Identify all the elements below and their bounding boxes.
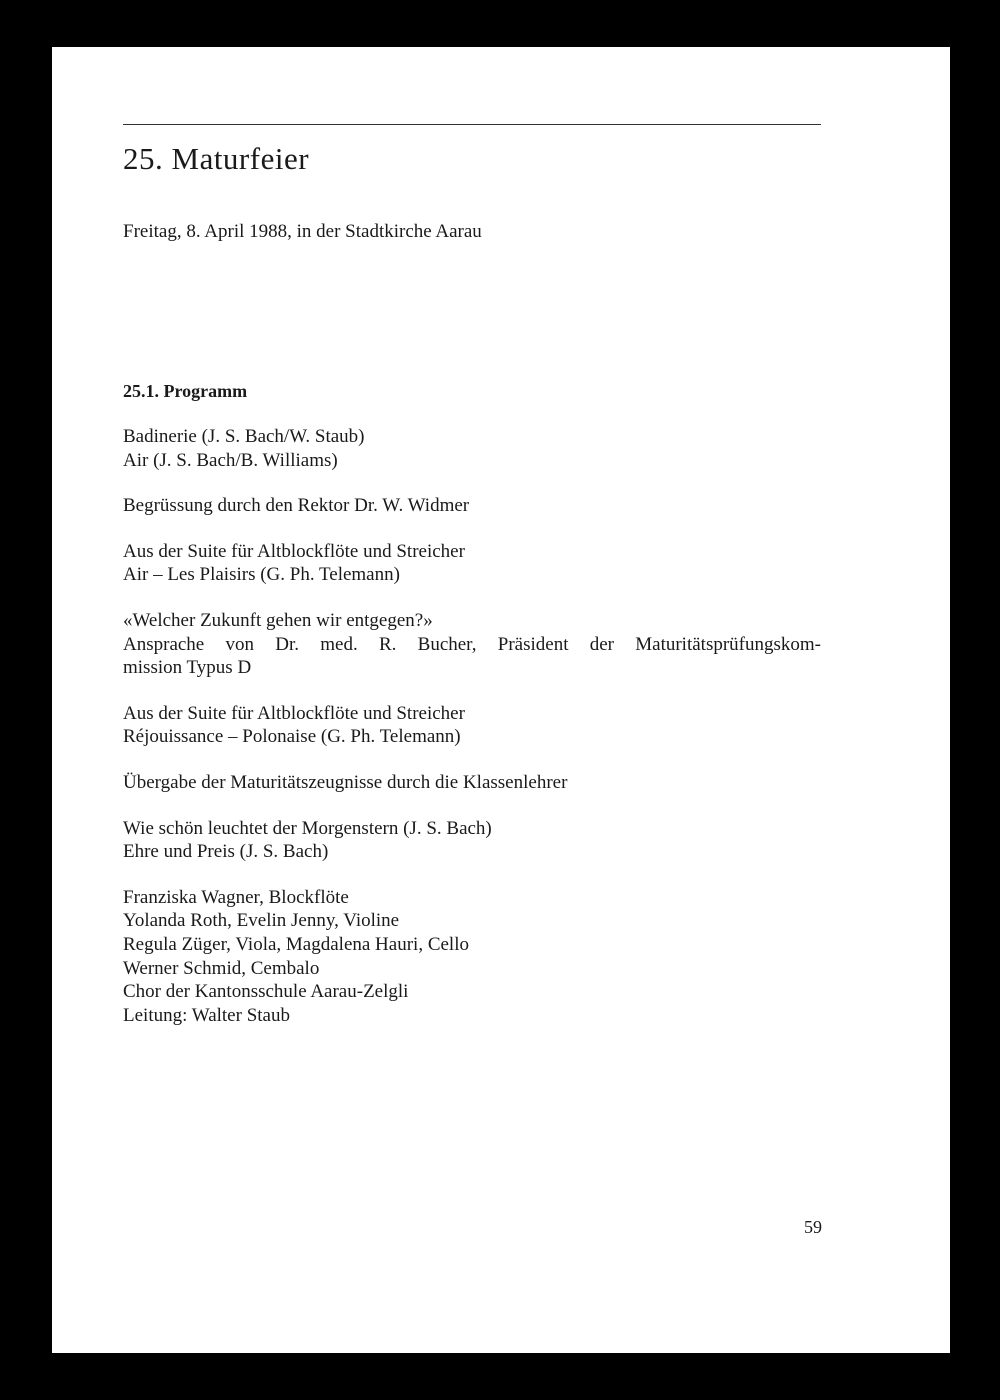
program-line: mission Typus D <box>123 657 252 679</box>
chapter-number: 25. <box>123 141 164 176</box>
chapter-name: Maturfeier <box>171 141 310 176</box>
section-heading <box>123 381 247 402</box>
program-item-opening-music <box>123 425 821 472</box>
performer-line: Werner Schmid, Cembalo <box>123 957 320 979</box>
program-line: «Welcher Zukunft gehen wir entgegen?» <box>123 609 433 631</box>
program-line: Übergabe der Maturitätszeugnisse durch die Klassenlehrer <box>123 771 568 793</box>
program-line: Ansprache von Dr. med. R. Bucher, Präsident der Maturitätsprüfungskom- <box>123 633 821 655</box>
program-line: Aus der Suite für Altblockflöte und Streicher <box>123 702 465 724</box>
section-title: Programm <box>163 381 248 401</box>
chapter-title <box>123 141 309 177</box>
performer-line: Regula Züger, Viola, Magdalena Hauri, Cello <box>123 933 469 955</box>
program-item-suite-1 <box>123 540 821 587</box>
performer-line: Leitung: Walter Staub <box>123 1004 290 1026</box>
section-number: 25.1. <box>123 381 159 401</box>
program-item-speech <box>123 609 821 680</box>
program-line: Air (J. S. Bach/B. Williams) <box>123 449 338 471</box>
program-line: Aus der Suite für Altblockflöte und Streicher <box>123 540 465 562</box>
header-rule <box>123 124 821 125</box>
program-line: Begrüssung durch den Rektor Dr. W. Widmer <box>123 495 470 517</box>
program-item-performers <box>123 886 821 1028</box>
page-number: 59 <box>804 1217 822 1237</box>
performer-line: Chor der Kantonsschule Aarau-Zelgli <box>123 981 409 1003</box>
program-line: Réjouissance – Polonaise (G. Ph. Telemann) <box>123 726 461 748</box>
program-item-diplomas <box>123 771 821 795</box>
performer-line: Franziska Wagner, Blockflöte <box>123 886 349 908</box>
program-item-closing-music <box>123 817 821 864</box>
performer-line: Yolanda Roth, Evelin Jenny, Violine <box>123 910 400 932</box>
program-line: Badinerie (J. S. Bach/W. Staub) <box>123 426 365 447</box>
program-list <box>123 425 821 1049</box>
program-item-welcome <box>123 494 821 518</box>
event-date: Freitag, 8. April 1988, in der Stadtkirche Aarau <box>123 221 482 242</box>
document-page <box>52 47 950 1353</box>
program-line: Wie schön leuchtet der Morgenstern (J. S. Bach) <box>123 817 492 839</box>
program-line: Ehre und Preis (J. S. Bach) <box>123 841 329 863</box>
program-line: Air – Les Plaisirs (G. Ph. Telemann) <box>123 564 400 586</box>
program-item-suite-2 <box>123 702 821 749</box>
